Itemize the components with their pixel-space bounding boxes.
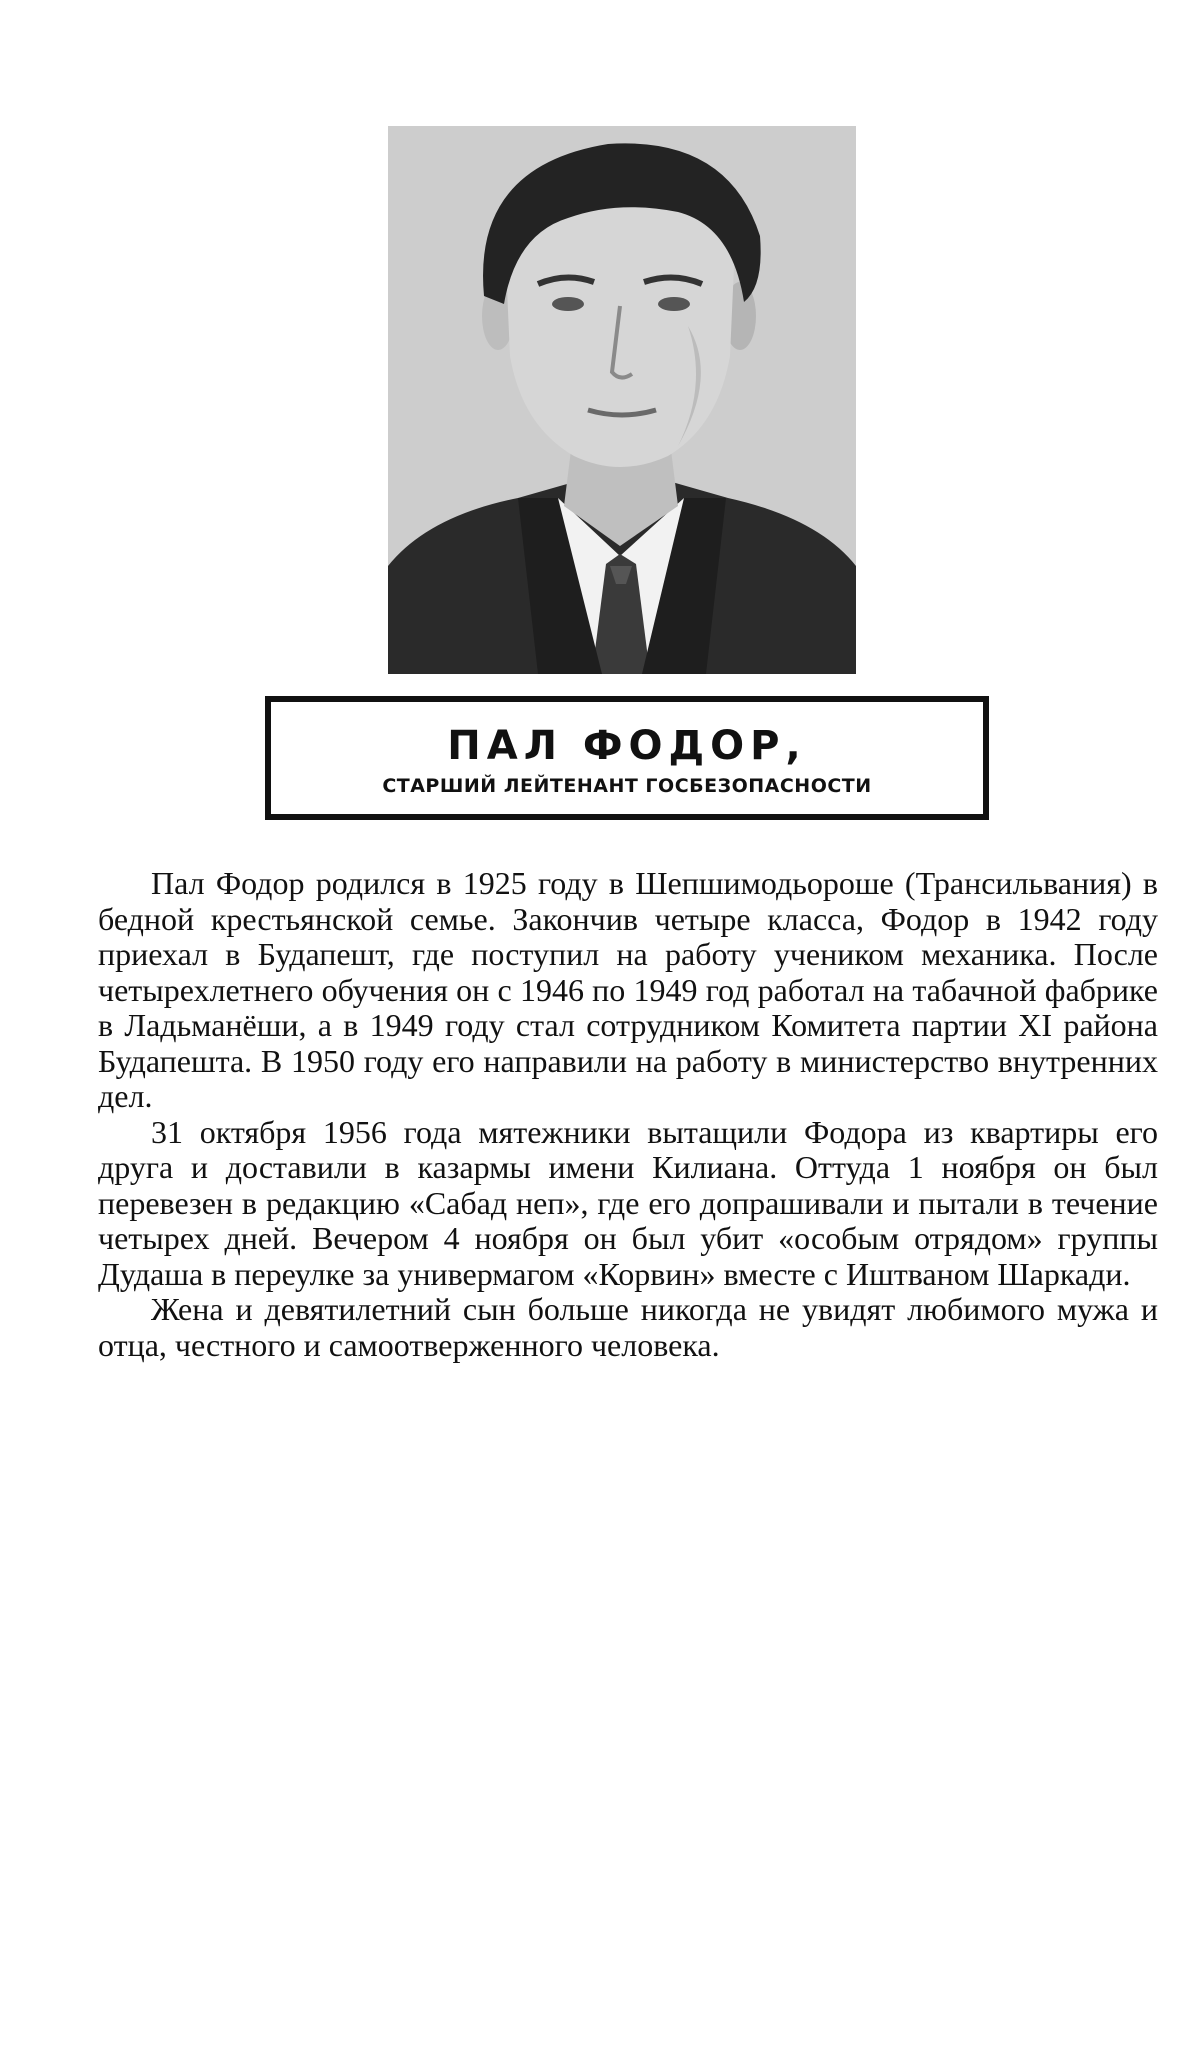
person-rank: СТАРШИЙ ЛЕЙТЕНАНТ ГОСБЕЗОПАСНОСТИ [382,775,872,797]
biography-text [98,866,1158,1363]
caption-box [265,696,989,820]
portrait-illustration [388,126,856,674]
portrait-photo [388,126,856,674]
person-name: ПАЛ ФОДОР, [447,723,807,769]
biography-paragraph: Пал Фодор родился в 1925 году в Шепшимодьороше (Трансильвания) в бедной крестьянской семье. Закончив четыре класса, Фодор в 1942 году приехал в Будапешт, где поступил на работу учеником механика. После четырехлетнего обучения он с 1946 по 1949 год работал на табачной фабрике в Ладьманёши, а в 1949 году стал сотрудником Комитета партии XI района Будапешта. В 1950 году его направили на работу в министерство внутренних дел. [98,865,1158,1114]
biography-paragraph: 31 октября 1956 года мятежники вытащили Фодора из квартиры его друга и доставили в казармы имени Килиана. Оттуда 1 ноября он был перевезен в редакцию «Сабад неп», где его допрашивали и пытали в течение четырех дней. Вечером 4 ноября он был убит «особым отрядом» группы Дудаша в переулке за универмагом «Корвин» вместе с Иштваном Шаркади. [98,1113,1158,1292]
biography-paragraph: Жена и девятилетний сын больше никогда не увидят любимого мужа и отца, честного и самоотверженного человека. [98,1291,1158,1363]
